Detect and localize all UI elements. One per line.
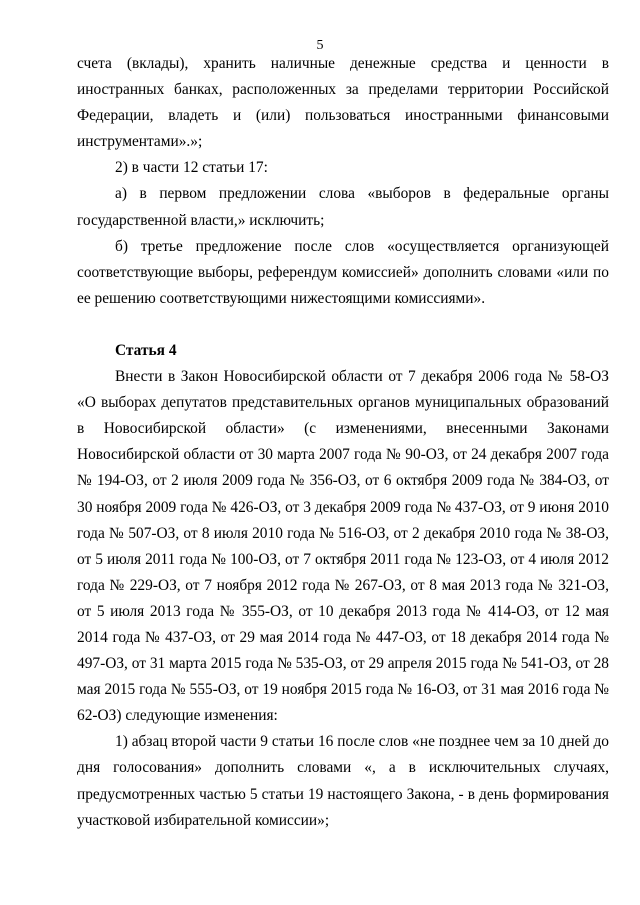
paragraph-item-2a: а) в первом предложении слова «выборов в федеральные органы государственной власти,» исключить; — [77, 185, 609, 229]
section-spacer — [77, 312, 609, 338]
paragraph-item-2: 2) в части 12 статьи 17: — [115, 159, 268, 177]
paragraph-article-intro: Внести в Закон Новосибирской области от 7 декабря 2006 года № 58-ОЗ «О выборах депутатов представительных органов муниципальных образований в Новосибирской области» (с изменениями, внесенными Законами Новосибирской области от 30 марта 2007 года № 90-ОЗ, от 24 декабря 2007 года № 194-ОЗ, от 2 июля 2009 года № 356-ОЗ, от 6 октября 2009 года № 384-ОЗ, от 30 ноября 2009 года № 426-ОЗ, от 3 декабря 2009 года № 437-ОЗ, от 9 июня 2010 года № 507-ОЗ, от 8 июля 2010 года № 516-ОЗ, от 2 декабря 2010 года № 38-ОЗ, от 5 июля 2011 года № 100-ОЗ, от 7 октября 2011 года № 123-ОЗ, от 4 июля 2012 года № 229-ОЗ, от 7 ноября 2012 года № 267-ОЗ, от 8 мая 2013 года № 321-ОЗ, от 5 июля 2013 года № 355-ОЗ, от 10 декабря 2013 года № 414-ОЗ, от 12 мая 2014 года № 437-ОЗ, от 29 мая 2014 года № 447-ОЗ, от 18 декабря 2014 года № 497-ОЗ, от 31 марта 2015 года № 535-ОЗ, от 29 апреля 2015 года № 541-ОЗ, от 28 мая 2015 года № 555-ОЗ, от 19 ноября 2015 года № 16-ОЗ, от 31 мая 2016 года № 62-ОЗ) следующие изменения: — [77, 368, 609, 725]
paragraph-item-1: 1) абзац второй части 9 статьи 16 после слов «не позднее чем за 10 дней до дня голосования» дополнить словами «, а в исключительных случаях, предусмотренных частью 5 статьи 19 настоящего Закона, - в день формирования участковой избирательной комиссии»; — [77, 733, 609, 829]
paragraph-continuation: счета (вклады), хранить наличные денежные средства и ценности в иностранных банках, расположенных за пределами территории Российской Федерации, владеть и (или) пользоваться иностранными финансовыми инструментами».»; — [77, 55, 609, 151]
page-number: 5 — [316, 38, 324, 53]
paragraph-item-2b: б) третье предложение после слов «осуществляется организующей соответствующие выборы, референдум комиссией» дополнить словами «или по ее решению соответствующими нижестоящими комиссиями». — [77, 237, 609, 307]
article-heading: Статья 4 — [115, 341, 177, 359]
document-body — [77, 51, 609, 834]
